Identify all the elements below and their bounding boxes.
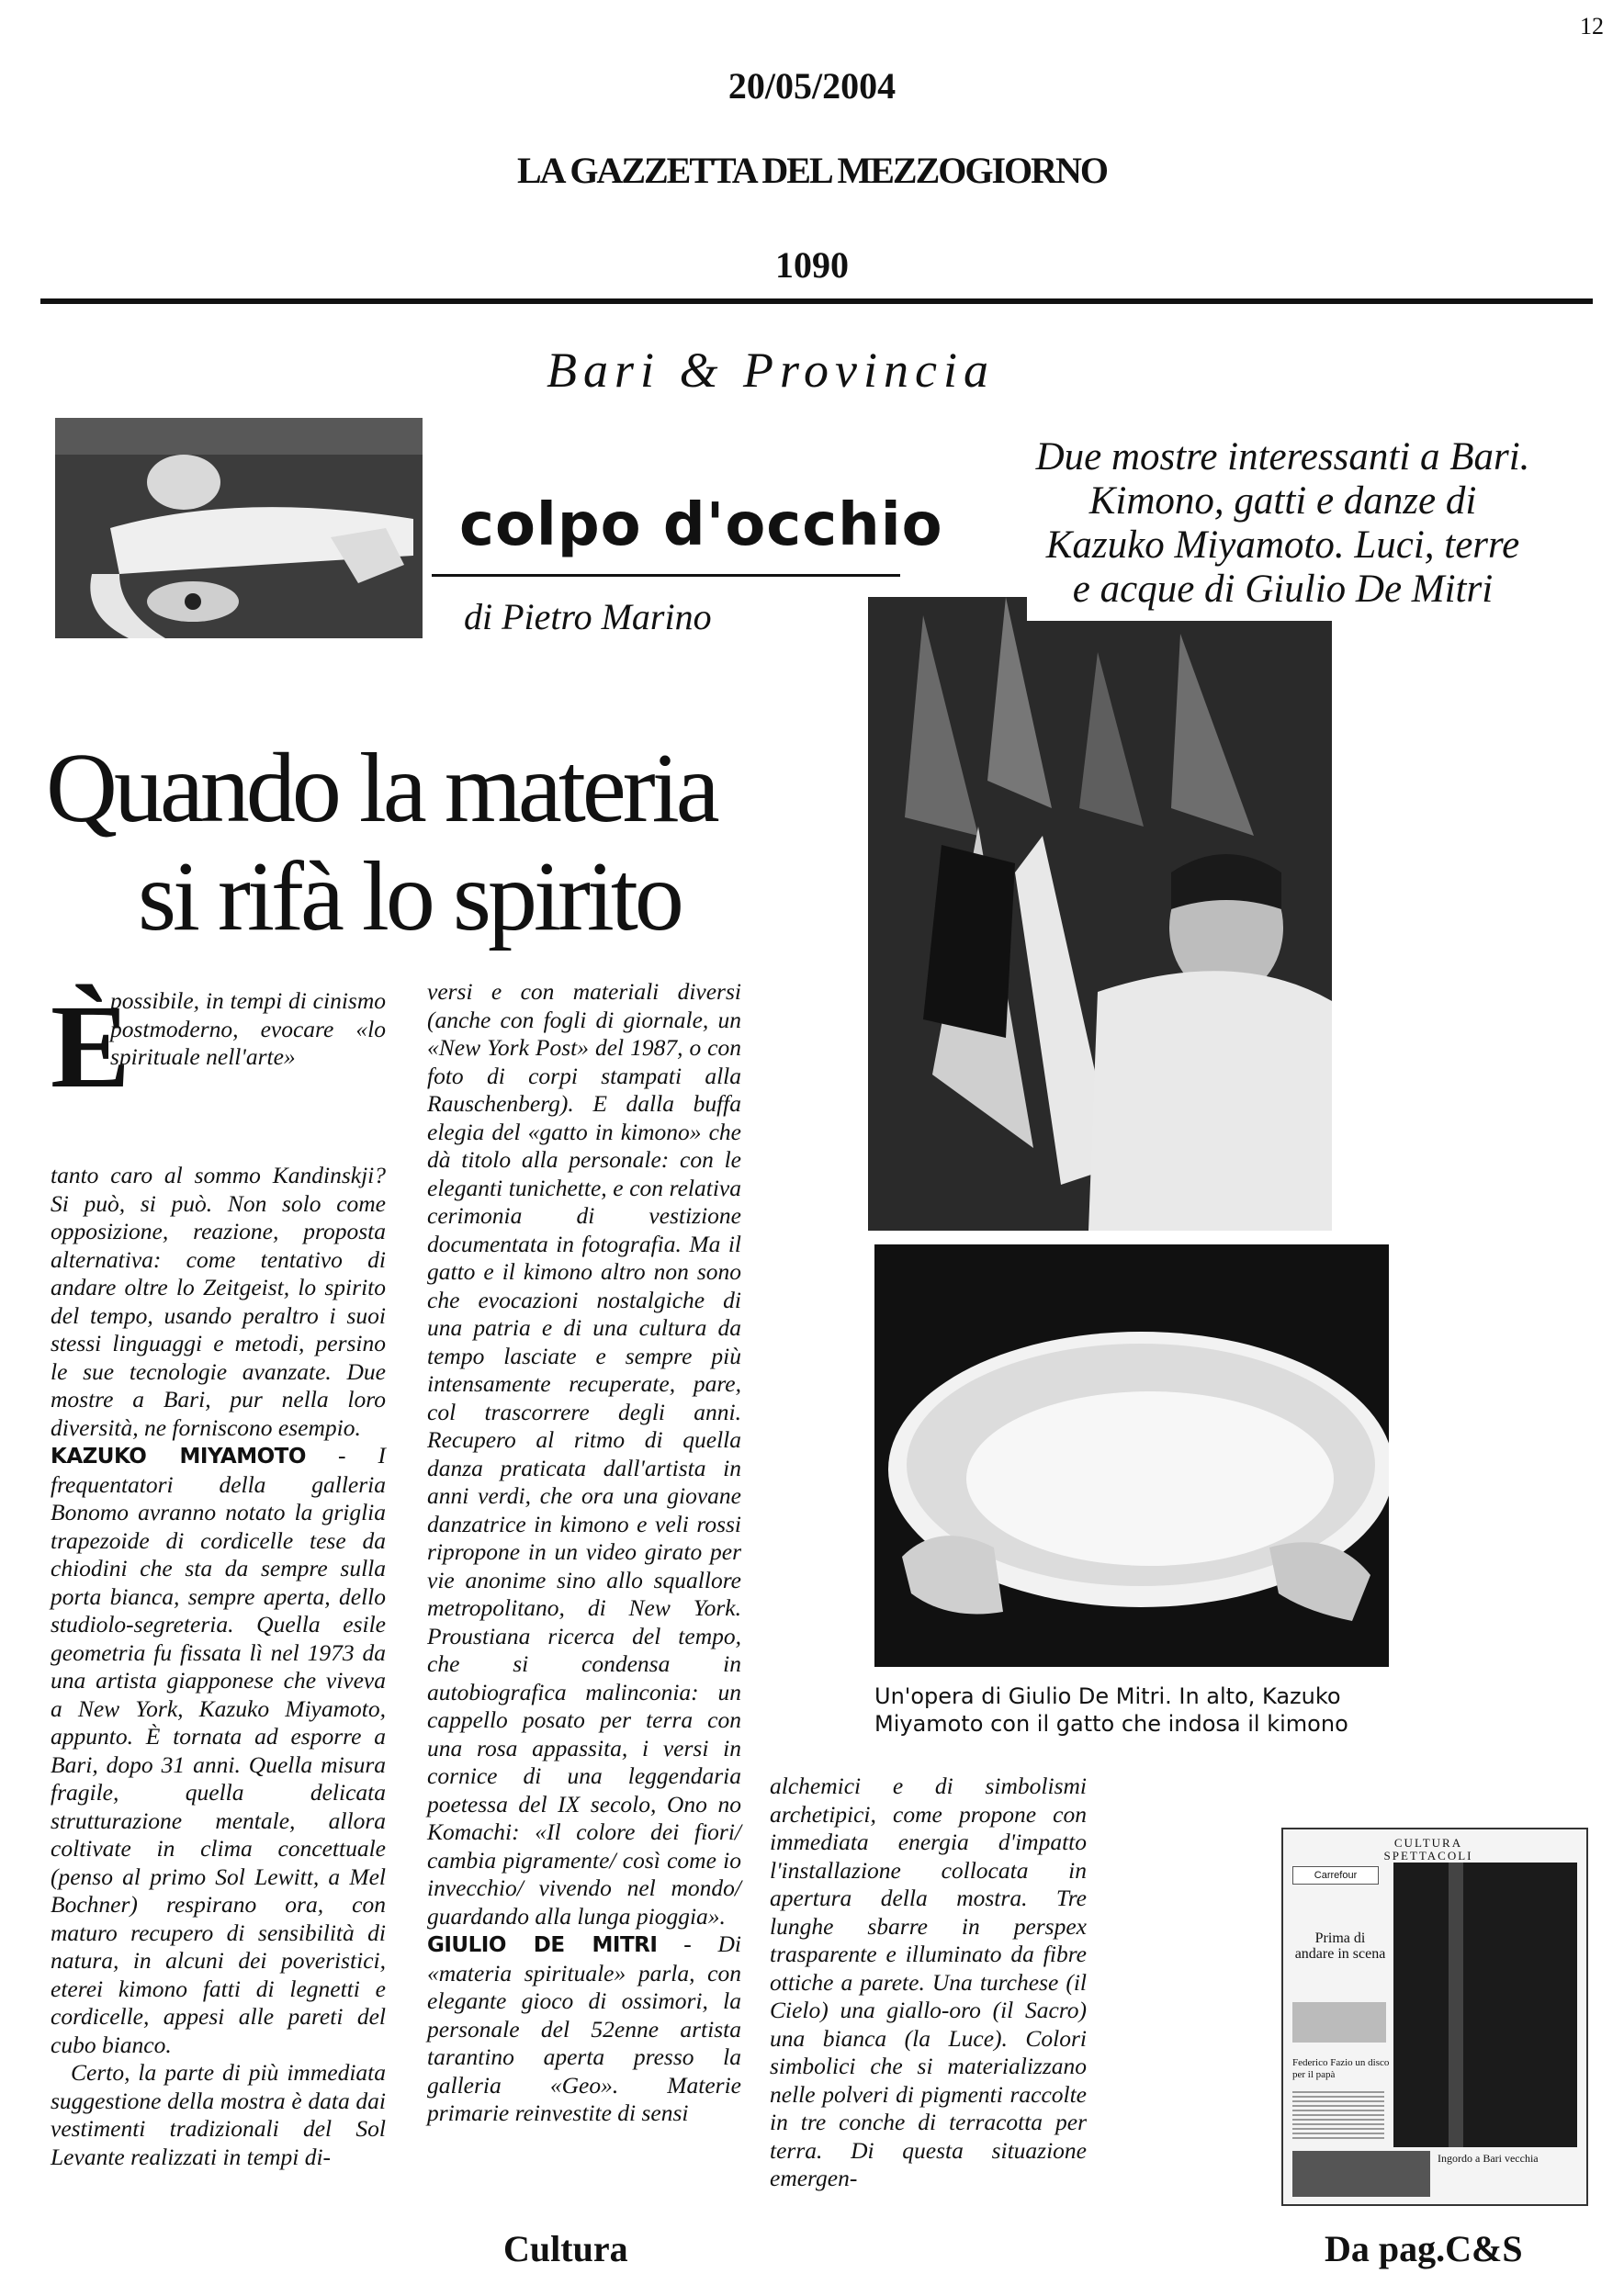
column-kicker: colpo d'occhio — [459, 491, 943, 559]
headline — [46, 735, 873, 951]
drop-cap: È — [51, 981, 130, 1113]
paragraph-text: - I frequentatori della galleria Bonomo avranno notato la griglia trapezoide di cordicelle tese da chiodini che sta da sempre sulla porta bianca, sempre aperta, dello studiolo-segreteria. Quella esile geometria fu fissata lì nel 1973 da una artista giapponese che viveva a New York, Kazuko Miyamoto, appunto. È tornata ad esporre a Bari, dopo 31 anni. Quella misura fragile, quella delicata strutturazione mentale, allora coltivate in clima concettuale (penso al primo Sol Lewitt, a Mel Bochner) respirano ora, con maturo recupero di sensibilità di natura, in alcuni dei poveristici, eterei kimono fatti di legnetti e cordicelle, appesi alle pareti del cubo bianco. — [51, 1442, 386, 2058]
newspaper-page-thumbnail — [1281, 1828, 1588, 2206]
newspaper-title: LA GAZZETTA DEL MEZZOGIORNO — [516, 150, 1108, 191]
headline-line-1: Quando la materia — [46, 734, 716, 843]
paragraph — [427, 1930, 741, 2128]
paragraph — [51, 1442, 386, 2059]
artist-photo — [868, 597, 1332, 1231]
headline-line-2: si rifà lo spirito — [138, 842, 681, 951]
subheadline: Due mostre interessanti a Bari. Kimono, gatti e danze di Kazuko Miyamoto. Luci, terre e acque di Giulio De Mitri — [1027, 430, 1539, 621]
article-column-2 — [427, 978, 741, 2128]
article-intro — [110, 987, 386, 1072]
intro-text: possibile, in tempi di cinismo postmoderno, evocare «lo spirituale nell'arte» — [110, 987, 386, 1070]
paragraph: alchemici e di simbolismi archetipici, come propone con immediata energia d'impatto l'installazione collocata in apertura della mostra. Tre lunghe sbarre in perspex trasparente e illuminato da fibre ottiche a parete. Una turchese (il Cielo) una giallo-oro (il Sacro) una bianca (la Luce). Colori simbolici che si materializzano nelle polveri di pigmenti raccolte in tre conche di terracotta per terra. Di questa situazione emergen- — [770, 1773, 1087, 2191]
byline: di Pietro Marino — [464, 596, 712, 637]
thumbnail-subtitle: Federico Fazio un disco per il papà — [1292, 2057, 1390, 2080]
photo-caption: Un'opera di Giulio De Mitri. In alto, Kazuko Miyamoto con il gatto che indosa il kimono — [874, 1683, 1348, 1737]
header-divider — [40, 298, 1593, 304]
thumbnail-stripe — [1449, 1863, 1463, 2147]
clipping-code: 1090 — [775, 244, 849, 286]
thumbnail-bottom-photo — [1292, 2151, 1430, 2197]
thumbnail-picture — [1292, 2002, 1386, 2043]
article-column-1 — [51, 1162, 386, 2171]
page-number: 12 — [1580, 13, 1604, 39]
thumbnail-headline: Prima di andare in scena — [1294, 1930, 1386, 1962]
runin-giulio-de-mitri: GIULIO DE MITRI — [427, 1933, 658, 1957]
footer-page-reference: Da pag.C&S — [1325, 2228, 1523, 2269]
thumbnail-brand: Carrefour — [1292, 1866, 1379, 1885]
kicker-divider — [432, 574, 900, 577]
publication-date: 20/05/2004 — [727, 65, 897, 107]
runin-kazuko-miyamoto: KAZUKO MIYAMOTO — [51, 1445, 306, 1469]
footer-section-label: Cultura — [503, 2228, 628, 2269]
thumbnail-dark-block — [1393, 1863, 1577, 2147]
paragraph: versi e con materiali diversi (anche con fogli di giornale, un «New York Post» del 1987, o con foto di corpi stampati alla Rauschenberg). E dalla buffa elegia del «gatto in kimono» che dà titolo alla personale: con le eleganti tunichette, e con relativa cerimonia di vestizione documentata in fotografia. Ma il gatto e il kimono altro non sono che evocazioni nostalgiche di una patria e di una cultura da tempo lasciate e sempre più intensamente recuperate, pare, col trascorrere degli anni. Recupero al ritmo di quella danza praticata dall'artista in anni verdi, che ora una giovane danzatrice in kimono e veli rossi ripropone in un video girato per vie anonime sino allo squallore metropolitano, di New York. Proustiana ricerca del tempo, che si condensa in autobiografica malinconia: un cappello posato per terra con una rosa appassita, i versi in cornice di una leggendaria poetessa del IX secolo, Ono no Komachi: «Il colore dei fiori/ cambia pigramente/ così come io invecchio/ vivendo nel mondo/ guardando alla lunga pioggia». — [427, 978, 741, 1930]
thumbnail-footer: Ingordo a Bari vecchia — [1438, 2152, 1539, 2165]
paragraph: Certo, la parte di più immediata suggestione della mostra è data dai vestimenti tradizionali del Sol Levante realizzati in tempi di- — [51, 2059, 386, 2170]
artwork-photo — [874, 1244, 1389, 1667]
column-logo-image — [55, 418, 423, 638]
thumbnail-text-block — [1292, 2091, 1384, 2141]
thumbnail-section: CULTURA SPETTACOLI — [1383, 1836, 1473, 1863]
article-column-3 — [770, 1773, 1087, 2193]
paragraph-text: - Di «materia spirituale» parla, con elegante gioco di ossimori, la personale del 52enne artista tarantino aperta presso la galleria «Geo». Materie primarie reinvestite di sensi — [427, 1930, 741, 2126]
paragraph: tanto caro al sommo Kandinskji? Si può, si può. Non solo come opposizione, reazione, proposta alternativa: come tentativo di andare oltre lo Zeitgeist, lo spirito del tempo, usando peraltro i suoi stessi linguaggi e metodi, persino le sue tecnologie avanzate. Due mostre a Bari, pur nella loro diversità, ne forniscono esempio. — [51, 1162, 386, 1441]
section-title: Bari & Provincia — [547, 343, 995, 398]
